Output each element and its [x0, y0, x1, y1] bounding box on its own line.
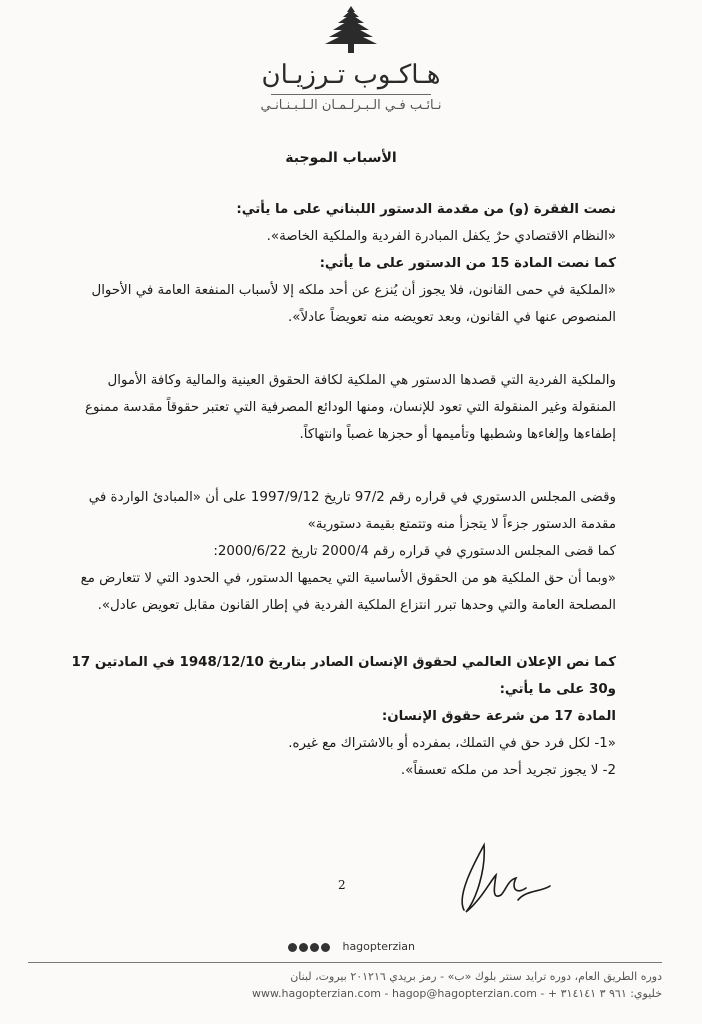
signature-icon [446, 840, 556, 920]
paragraph-9: كما نص الإعلان العالمي لحقوق الإنسان الصادر بتاريخ 1948/12/10 في المادتين 17 و30 على ما يأتي: [71, 655, 616, 697]
paragraph-3: كما نصت المادة 15 من الدستور على ما يأتي: [319, 256, 616, 271]
social-handle: hagopterzian [342, 940, 416, 953]
paragraph-11: «1- لكل فرد حق في التملك، بمفرده أو بالاشتراك مع غيره. [288, 736, 616, 751]
letterhead [0, 4, 702, 113]
mp-name: هـاكـوب تـرزيـان [261, 60, 441, 90]
header-divider [271, 94, 431, 95]
paragraph-6: وقضى المجلس الدستوري في قراره رقم 97/2 تاريخ 1997/9/12 على أن «المبادئ الواردة في مقدمة الدستور جزءاً لا يتجزأ منه وتتمتع بقيمة دستورية» [88, 490, 616, 532]
paragraph-10: المادة 17 من شرعة حقوق الإنسان: [381, 709, 616, 724]
footer-contact-line: خليوي: ٩٦١ ٣ ٣١٤١٤١ + - www.hagopterzian.com - hagop@hagopterzian.com [252, 987, 662, 1000]
paragraph-12: 2- لا يجوز تجريد أحد من ملكه تعسفاً». [400, 763, 616, 778]
page-number: 2 [338, 878, 346, 892]
cedar-icon [321, 4, 381, 56]
footer-divider [28, 962, 662, 963]
social-icons [287, 941, 331, 954]
paragraph-8: «وبما أن حق الملكية هو من الحقوق الأساسية التي يحميها الدستور، في الحدود التي لا تتعارض مع المصلحة العامة والتي وحدها تبرر انتزاع الملكية الفردية في إطار القانون مقابل تعويض عادل». [80, 571, 616, 613]
paragraph-7: كما قضى المجلس الدستوري في قراره رقم 2000/4 تاريخ 2000/6/22: [213, 544, 616, 559]
paragraph-5: والملكية الفردية التي قصدها الدستور هي الملكية لكافة الحقوق العينية والمالية وكافة الأموال المنقولة وغير المنقولة التي تعود للإنسان، ومنها الودائع المصرفية التي تعتبر حقوقاً مقدسة ممنوع إطفاءها وإلغاءها وشطبها وتأميمها أو حجزها غصباً وانتهاكاً. [84, 373, 616, 442]
paragraph-4: «الملكية في حمى القانون، فلا يجوز أن يُنزع عن أحد ملكه إلا لأسباب المنفعة العامة في الأحوال المنصوص عنها في القانون، وبعد تعويضه منه تعويضاً عادلاً». [91, 283, 616, 325]
page-title: الأسباب الموجبة [285, 150, 397, 166]
footer-social [0, 940, 702, 954]
paragraph-1: نصت الفقرة (و) من مقدمة الدستور اللبناني على ما يأتي: [236, 202, 616, 217]
spacer [66, 331, 616, 367]
mp-title: نـائـب فـي الـبـرلـمـان الـلـبـنـانـي [260, 98, 442, 113]
footer-contact [40, 968, 662, 1002]
document-body [66, 150, 616, 784]
footer-address: دوره الطريق العام، دوره ترايد سنتر بلوك «ب» - رمز بريدي ٢٠١٢١٦ بيروت، لبنان [290, 970, 662, 983]
spacer [66, 448, 616, 484]
spacer [66, 619, 616, 649]
paragraph-2: «النظام الاقتصادي حرٌ يكفل المبادرة الفردية والملكية الخاصة». [266, 229, 616, 244]
